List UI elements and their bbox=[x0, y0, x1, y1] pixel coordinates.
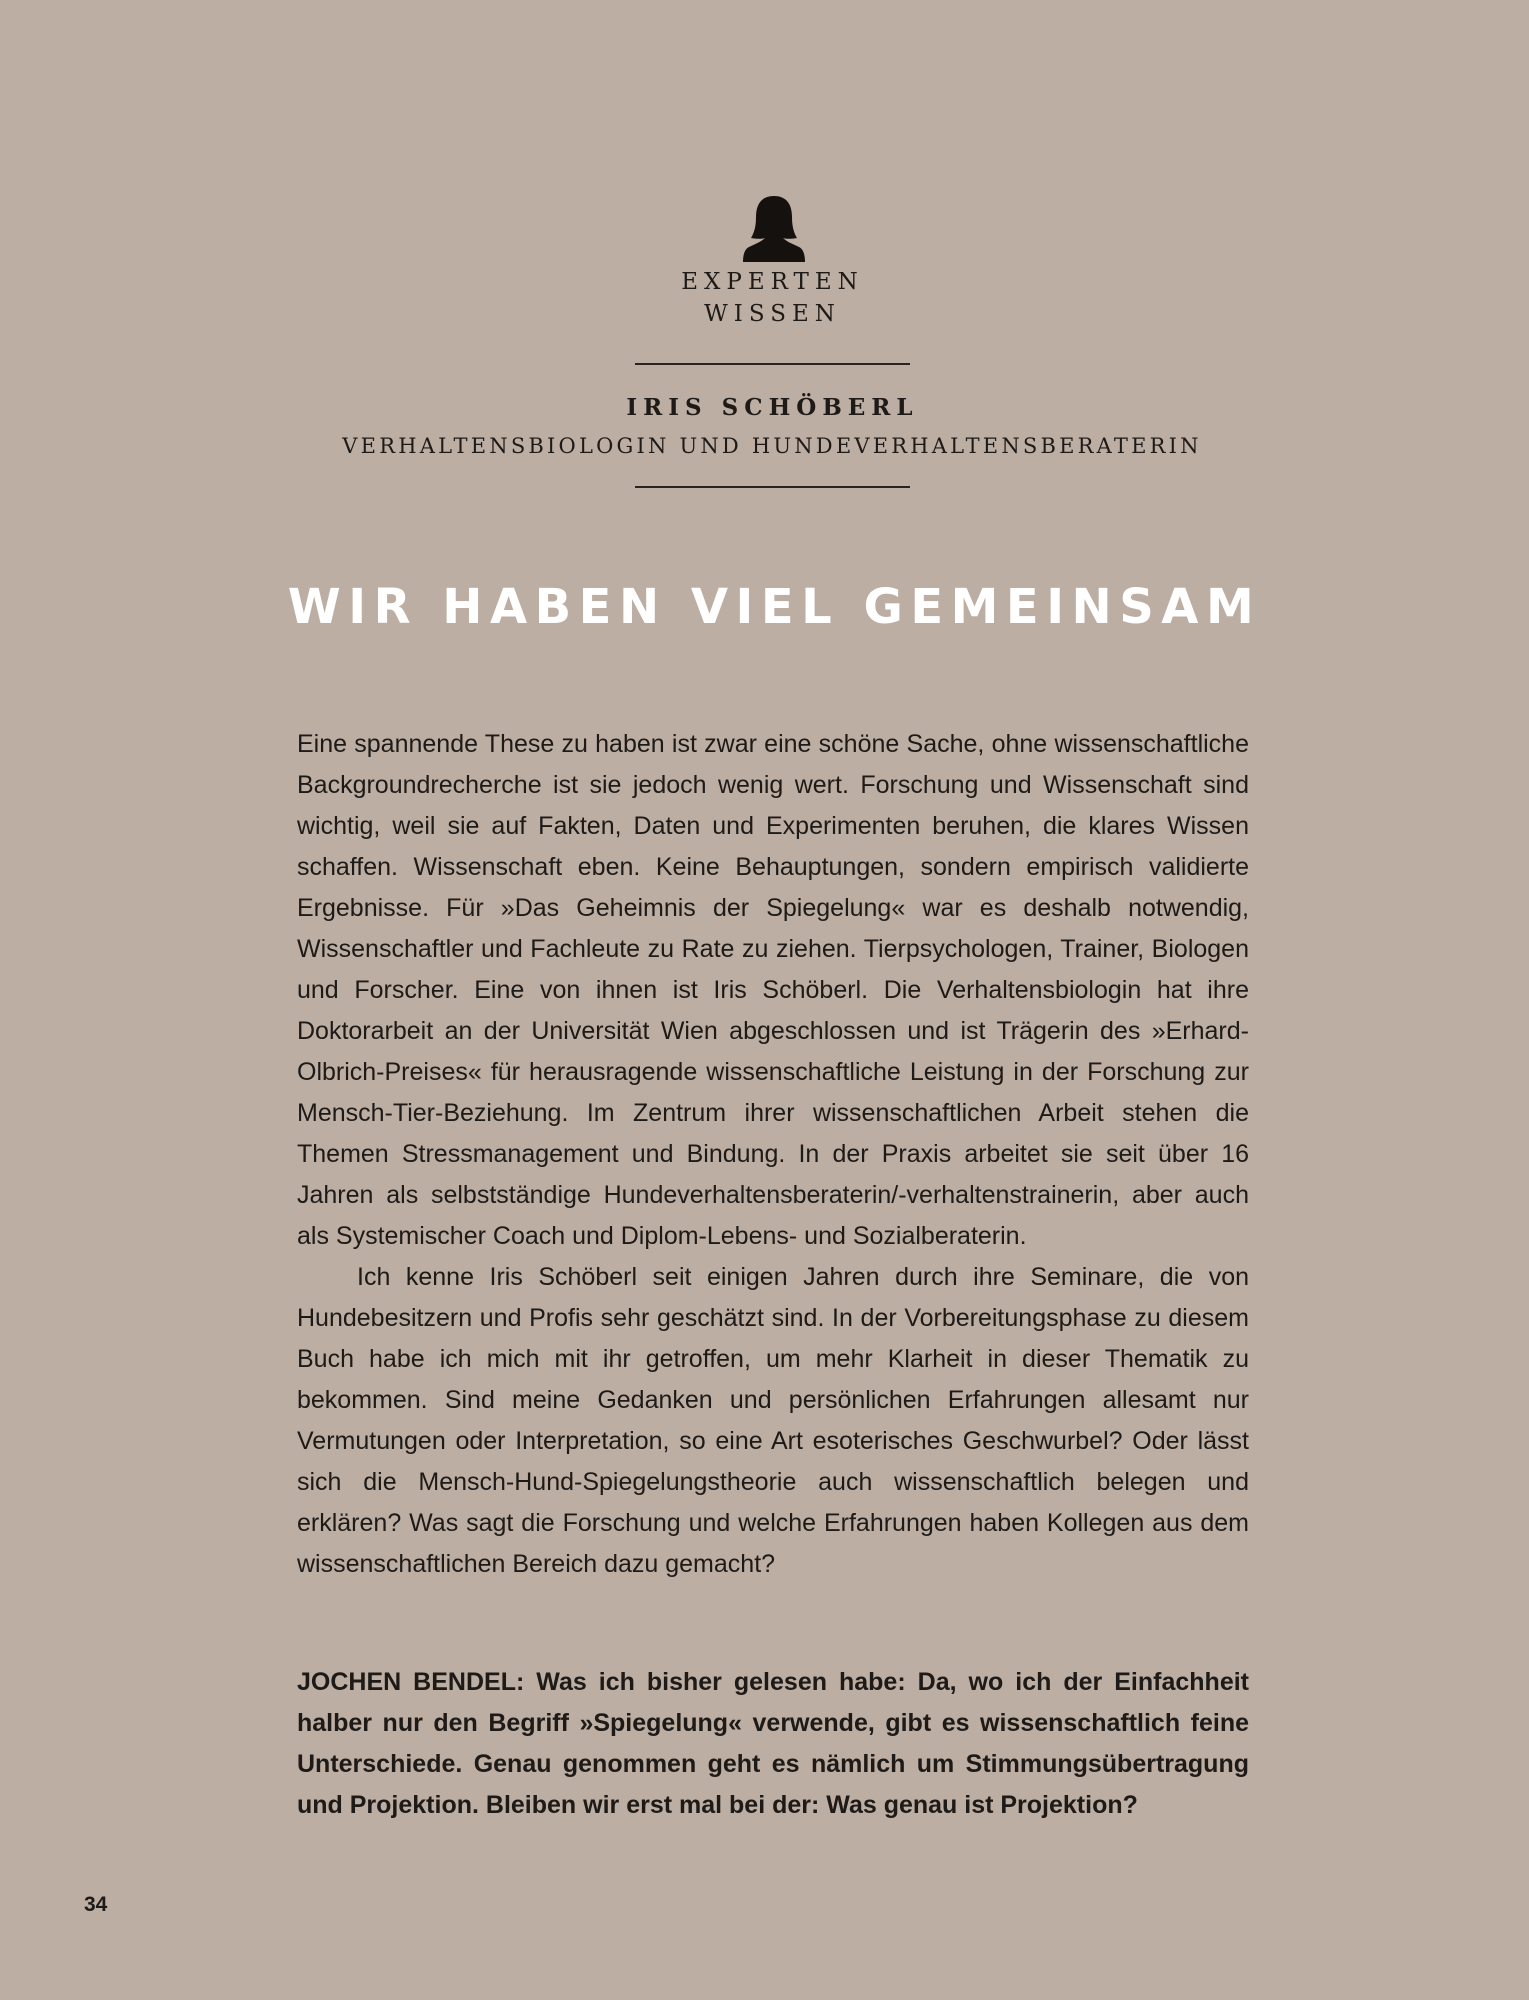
page-title: WIR HABEN VIEL GEMEINSAM bbox=[287, 579, 1262, 635]
expert-name: IRIS SCHÖBERL bbox=[626, 394, 919, 421]
article-body bbox=[297, 724, 1249, 1585]
body-paragraph-1: Eine spannende These zu haben ist zwar eine schöne Sache, ohne wissenschaftliche Backgroundrecherche ist sie jedoch wenig wert. Forschung und Wissenschaft sind wichtig, weil sie auf Fakten, Daten und Experimenten beruhen, die klares Wissen schaffen. Wissenschaft eben. Keine Behauptungen, sondern empirisch validierte Ergebnisse. Für »Das Geheimnis der Spiegelung« war es deshalb notwendig, Wissenschaftler und Fachleute zu Rate zu ziehen. Tierpsychologen, Trainer, Biologen und Forscher. Eine von ihnen ist Iris Schöberl. Die Verhaltensbiologin hat ihre Doktorarbeit an der Universität Wien abgeschlossen und ist Trägerin des »Erhard-Olbrich-Preises« für herausragende wissenschaftliche Leistung in der Forschung zur Mensch-Tier-Beziehung. Im Zentrum ihrer wissenschaftlichen Arbeit stehen die Themen Stressmanagement und Bindung. In der Praxis arbeitet sie seit über 16 Jahren als selbstständige Hundeverhaltensberaterin/-verhaltenstrainerin, aber auch als Systemischer Coach und Diplom-Lebens- und Sozialberaterin. bbox=[297, 730, 1249, 1250]
person-silhouette-icon bbox=[743, 192, 805, 262]
page-number: 34 bbox=[84, 1893, 108, 1916]
divider-top bbox=[635, 363, 910, 365]
section-kicker-line2: WISSEN bbox=[704, 301, 841, 327]
body-paragraph-2: Ich kenne Iris Schöberl seit einigen Jahren durch ihre Seminare, die von Hundebesitzern und Profis sehr geschätzt sind. In der Vorbereitungsphase zu diesem Buch habe ich mich mit ihr getroffen, um mehr Klarheit in dieser Thematik zu bekommen. Sind meine Gedanken und persönlichen Erfahrungen allesamt nur Vermutungen oder Interpretation, so eine Art esoterisches Geschwurbel? Oder lässt sich die Mensch-Hund-Spiegelungstheorie auch wissenschaftlich belegen und erklären? Was sagt die Forschung und welche Erfahrungen haben Kollegen aus dem wissenschaftlichen Bereich dazu gemacht? bbox=[297, 1263, 1249, 1578]
interview-question-text: Was ich bisher gelesen habe: Da, wo ich der Einfachheit halber nur den Begriff »Spiegelung« verwende, gibt es wissenschaftlich feine Unterschiede. Genau genommen geht es nämlich um Stimmungsübertragung und Projektion. Bleiben wir erst mal bei der: Was genau ist Projektion? bbox=[297, 1668, 1249, 1819]
section-kicker-line1: EXPERTEN bbox=[681, 269, 864, 295]
interview-speaker: JOCHEN BENDEL: bbox=[297, 1668, 525, 1696]
expert-role: VERHALTENSBIOLOGIN UND HUNDEVERHALTENSBERATERIN bbox=[342, 434, 1202, 458]
divider-bottom bbox=[635, 486, 910, 488]
interview-question bbox=[297, 1662, 1249, 1826]
